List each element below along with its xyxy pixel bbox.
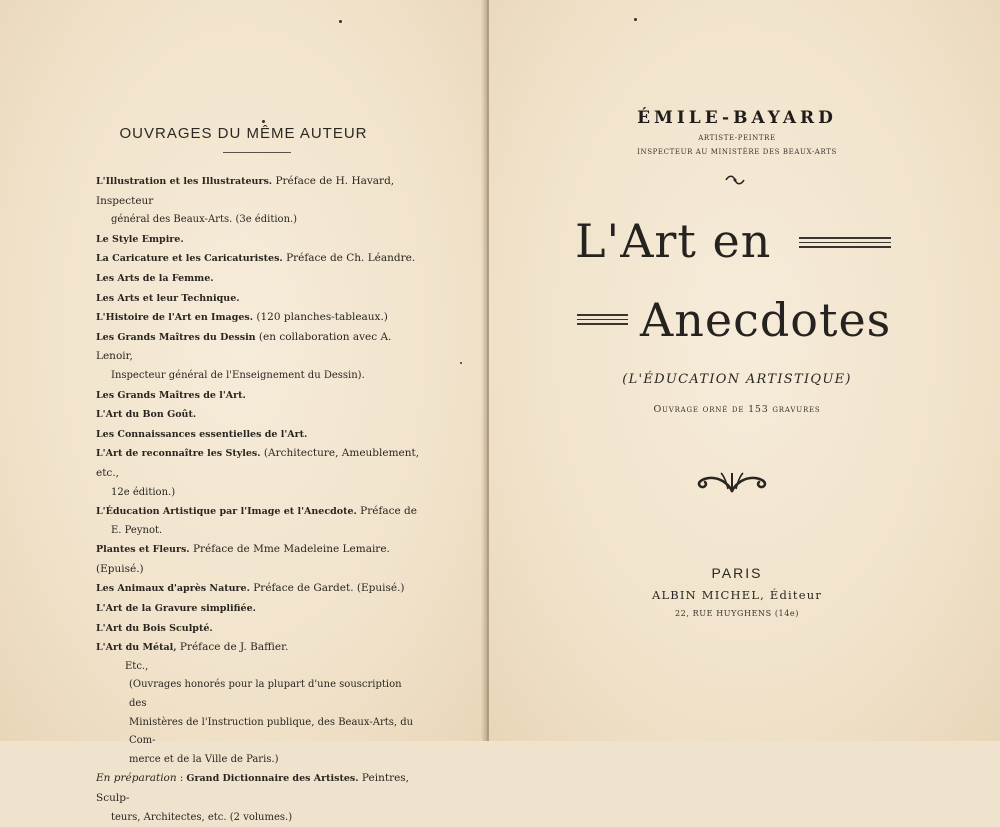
work-entry <box>96 172 422 230</box>
work-title: Les Arts de la Femme. <box>96 272 214 284</box>
work-entry <box>96 444 422 502</box>
ink-spot <box>460 362 462 364</box>
work-title: Le Style Empire. <box>96 233 184 245</box>
page-heading: OUVRAGES DU MÊME AUTEUR <box>119 125 368 142</box>
illustration-note: Ouvrage orné de 153 gravures <box>653 404 821 415</box>
work-entry <box>96 249 422 269</box>
author-name: ÉMILE-BAYARD <box>637 108 837 128</box>
work-title: L'Art de la Gravure simplifiée. <box>96 603 256 615</box>
work-title: L'Art du Bon Goût. <box>96 409 197 421</box>
author-role: ARTISTE-PEINTRE <box>698 134 776 142</box>
note-line: merce et de la Ville de Paris.) <box>129 753 279 765</box>
in-preparation-entry <box>96 769 422 827</box>
work-continuation: Inspecteur général de l'Enseignement du Dessin). <box>111 369 365 381</box>
publisher: ALBIN MICHEL, Éditeur <box>651 588 823 602</box>
work-title: L'Art du Bois Sculpté. <box>96 622 213 634</box>
work-entry <box>96 230 422 250</box>
work-title: L'Art du Métal, <box>96 642 177 654</box>
work-details: Préface de Ch. Léandre. <box>282 252 416 265</box>
note-line: (Ouvrages honorés pour la plupart d'une souscription des <box>129 679 402 710</box>
work-details: (en collaboration avec A. Lenoir, <box>96 330 392 363</box>
work-continuation: général des Beaux-Arts. (3e édition.) <box>111 214 298 226</box>
work-details: Préface de H. Havard, Inspecteur <box>96 175 395 207</box>
publication-city: PARIS <box>711 565 763 581</box>
etc-line: Etc., <box>125 660 149 672</box>
work-details: Préface de Mme Madeleine Lemaire. (Epuisé.) <box>96 543 390 575</box>
work-title: La Caricature et les Caricaturistes. <box>96 253 283 265</box>
title-rule-left <box>577 314 628 328</box>
work-title: L'Éducation Artistique par l'Image et l'Anecdote. <box>96 506 357 518</box>
work-details: Préface de J. Baffier. <box>176 641 289 654</box>
subtitle: (L'ÉDUCATION ARTISTIQUE) <box>622 372 852 387</box>
work-title: L'Illustration et les Illustrateurs. <box>96 176 273 187</box>
work-title: Les Grands Maîtres de l'Art. <box>96 389 246 401</box>
work-entry <box>96 308 422 328</box>
work-details: Préface de <box>356 505 417 518</box>
ink-spot <box>339 20 342 23</box>
work-entry <box>96 502 422 540</box>
work-details: (120 planches-tableaux.) <box>253 311 388 324</box>
ornament-icon <box>695 467 769 493</box>
work-title: L'Histoire de l'Art en Images. <box>96 312 254 324</box>
work-entry <box>96 269 422 289</box>
work-continuation: 12e édition.) <box>111 486 176 498</box>
work-continuation: E. Peynot. <box>111 524 163 536</box>
heading-rule <box>223 152 291 153</box>
work-entry <box>96 638 422 658</box>
prep-rest: Peintres, Sculp- <box>96 772 410 804</box>
work-entry <box>96 405 422 425</box>
prep-separator: : <box>176 773 187 785</box>
note-line: Ministères de l'Instruction publique, des Beaux-Arts, du Com- <box>129 716 414 747</box>
work-entry <box>96 540 422 579</box>
work-details: Préface de Gardet. (Epuisé.) <box>249 582 405 595</box>
work-entry <box>96 289 422 309</box>
work-entry <box>96 579 422 599</box>
work-details: (Architecture, Ameublement, etc., <box>96 447 420 479</box>
work-title: Les Arts et leur Technique. <box>96 292 240 304</box>
author-position: INSPECTEUR AU MINISTÈRE DES BEAUX-ARTS <box>637 148 837 156</box>
prep-title: Grand Dictionnaire des Artistes. <box>186 773 359 785</box>
title-rule-right <box>799 237 891 251</box>
prep-label: En préparation <box>96 772 177 785</box>
work-title: Les Grands Maîtres du Dessin <box>96 331 256 343</box>
works-list <box>96 172 422 827</box>
work-entry <box>96 328 422 386</box>
publisher-address: 22, RUE HUYGHENS (14e) <box>674 609 799 618</box>
work-title: Plantes et Fleurs. <box>96 544 190 556</box>
ink-spot <box>262 120 265 123</box>
left-page <box>0 0 487 823</box>
work-entry <box>96 619 422 639</box>
work-title: L'Art de reconnaître les Styles. <box>96 448 261 460</box>
work-title: Les Connaissances essentielles de l'Art. <box>96 428 308 440</box>
work-entry <box>96 599 422 619</box>
ink-spot <box>634 18 637 21</box>
work-entry <box>96 425 422 445</box>
title-line-2: Anecdotes <box>640 293 892 347</box>
prep-continuation: teurs, Architectes, etc. (2 volumes.) <box>111 811 293 823</box>
work-title: Les Animaux d'après Nature. <box>96 583 250 595</box>
subscription-note <box>96 676 422 769</box>
work-entry <box>96 386 422 406</box>
small-flourish-icon <box>724 174 746 186</box>
title-line-1: L'Art en <box>575 214 772 268</box>
